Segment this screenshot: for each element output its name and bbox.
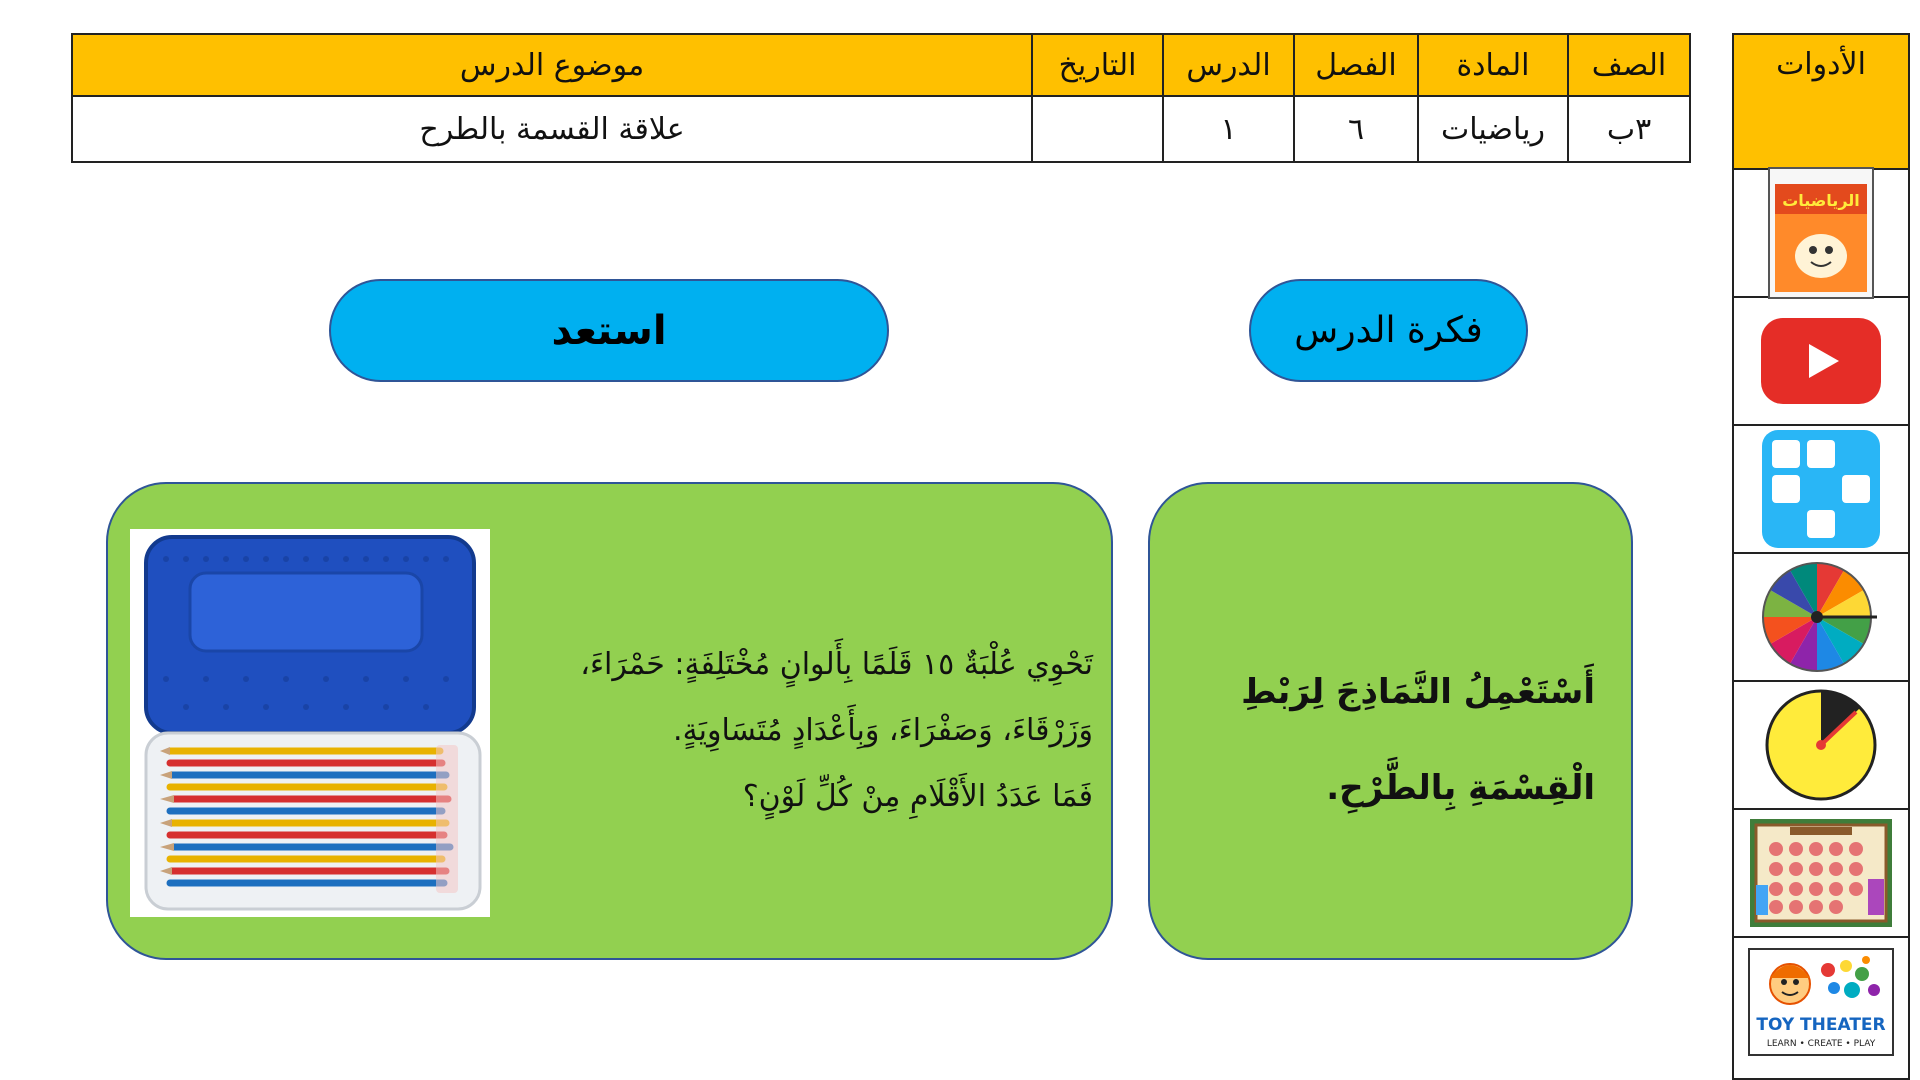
youtube-icon <box>1761 318 1881 404</box>
timer-icon <box>1762 688 1880 802</box>
ready-line-3: فَمَا عَدَدُ الأَقْلَامِ مِنْ كُلِّ لَوْنٍ؟ <box>742 779 1093 814</box>
spin-wheel-icon <box>1759 559 1883 675</box>
lesson-idea-card <box>1148 482 1633 960</box>
value-lesson: ١ <box>1163 96 1294 162</box>
grid-app-tool[interactable] <box>1734 426 1908 554</box>
math-book-label: الرياضيات <box>1782 191 1860 210</box>
toy-theater-tool[interactable] <box>1734 938 1908 1066</box>
toy-theater-icon <box>1748 948 1894 1056</box>
tools-sidebar <box>1732 33 1910 1080</box>
tools-title: الأدوات <box>1776 47 1866 82</box>
value-topic: علاقة القسمة بالطرح <box>72 96 1032 162</box>
ready-pill <box>329 279 889 382</box>
value-grade: ٣ب <box>1568 96 1690 162</box>
spin-wheel-tool[interactable] <box>1734 554 1908 682</box>
game-board-icon <box>1750 819 1892 927</box>
lesson-table <box>71 33 1691 163</box>
pencil-case-image <box>130 529 490 917</box>
youtube-tool[interactable] <box>1734 298 1908 426</box>
ready-title: استعد <box>551 307 667 354</box>
header-topic: موضوع الدرس <box>72 34 1032 96</box>
lesson-idea-title: فكرة الدرس <box>1294 310 1483 351</box>
ready-card <box>106 482 1113 960</box>
header-grade: الصف <box>1568 34 1690 96</box>
timer-tool[interactable] <box>1734 682 1908 810</box>
ready-line-2: وَزَرْقَاءَ، وَصَفْرَاءَ، وَبِأَعْدَادٍ مُتَسَاوِيَةٍ. <box>673 713 1093 748</box>
header-subject: المادة <box>1418 34 1568 96</box>
header-date: التاريخ <box>1032 34 1163 96</box>
idea-line-1: أَسْتَعْمِلُ النَّمَاذِجَ لِرَبْطِ <box>1241 672 1595 712</box>
header-chapter: الفصل <box>1294 34 1418 96</box>
toy-theater-label: TOY THEATER <box>1756 1015 1886 1035</box>
math-book-tool[interactable] <box>1734 170 1908 298</box>
idea-line-2: الْقِسْمَةِ بِالطَّرْحِ. <box>1326 768 1595 808</box>
lesson-idea-pill <box>1249 279 1528 382</box>
value-subject: رياضيات <box>1418 96 1568 162</box>
math-book-icon <box>1767 166 1875 300</box>
game-board-tool[interactable] <box>1734 810 1908 938</box>
header-lesson: الدرس <box>1163 34 1294 96</box>
value-chapter: ٦ <box>1294 96 1418 162</box>
grid-app-icon <box>1762 430 1880 548</box>
ready-line-1: تَحْوِي عُلْبَةٌ ١٥ قَلَمًا بِأَلوانٍ مُخْتَلِفَةٍ: حَمْرَاءَ، <box>580 647 1093 682</box>
tools-header <box>1734 35 1908 170</box>
value-date <box>1032 96 1163 162</box>
toy-theater-sublabel: LEARN • CREATE • PLAY <box>1766 1039 1876 1049</box>
